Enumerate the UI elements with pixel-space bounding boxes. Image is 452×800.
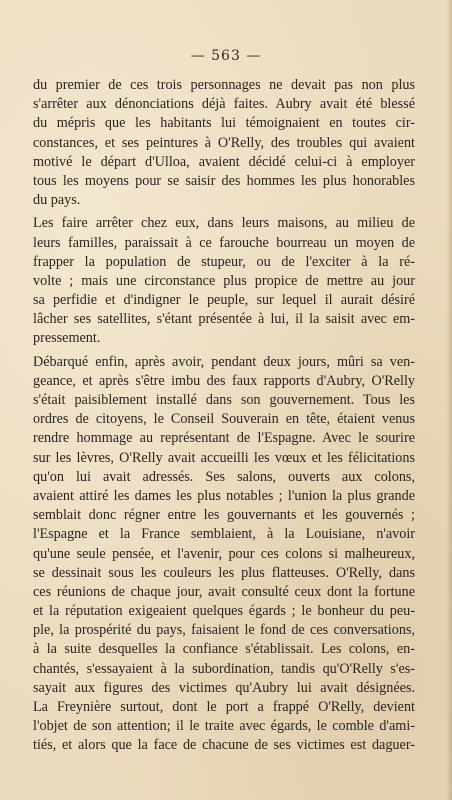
text-line: Les faire arrêter chez eux, dans leurs maisons, au milieu de bbox=[33, 215, 415, 232]
text-line: constances, et ses peintures à O'Relly, des troubles qui avaient bbox=[33, 134, 415, 151]
text-line: sur les lèvres, O'Relly avait accueilli les vœux et les félicitations bbox=[33, 449, 415, 466]
text-line: avaient attiré les dames les plus notables ; l'union la plus grande bbox=[33, 487, 415, 504]
text-line: chantés, s'essayaient à la subordination, tandis qu'O'Relly s'es- bbox=[33, 660, 415, 677]
page-edge-shadow bbox=[446, 0, 452, 800]
text-line: rendre hommage au représentant de l'Espagne. Avec le sourire bbox=[33, 430, 415, 447]
text-line: et la réputation exigeaient quelques égards ; le bonheur du peu- bbox=[33, 603, 415, 620]
text-line: La Freynière surtout, dont le port a frappé O'Relly, devient bbox=[33, 699, 415, 715]
text-line: sa perfidie et d'indigner le peuple, sur lequel il aurait désiré bbox=[33, 292, 415, 309]
paragraph-2 bbox=[33, 214, 415, 348]
text-line: l'Espagne et la France semblaient, à la Louisiane, n'avoir bbox=[33, 526, 415, 543]
text-line: du pays. bbox=[33, 192, 81, 209]
text-line: s'était paisiblement installé dans son gouvernement. Tous les bbox=[33, 392, 415, 408]
text-line: qu'on lui avait adressés. Ses salons, ouverts aux colons, bbox=[33, 468, 415, 485]
text-line: ces réunions de chaque jour, avait consulté ceux dont la fortune bbox=[33, 583, 415, 600]
paragraph-1 bbox=[33, 76, 415, 210]
text-line: pressement. bbox=[33, 330, 101, 347]
body-text bbox=[33, 76, 415, 756]
text-line: lâcher ses satellites, s'étant présentée à lui, il la saisit avec em- bbox=[33, 311, 415, 328]
text-line: du premier de ces trois personnages ne devait pas non plus bbox=[33, 77, 415, 93]
text-line: sayait aux figures des victimes qu'Aubry lui avait désignées. bbox=[33, 679, 415, 696]
text-line: se dessinait sous les couleurs les plus flatteuses. O'Relly, dans bbox=[33, 564, 415, 581]
text-line: qu'une seule pensée, et l'avenir, pour ces colons si malheureux, bbox=[33, 545, 415, 562]
text-line: motivé le départ d'Ulloa, avaient décidé celui-ci à employer bbox=[33, 153, 415, 170]
text-line: geance, et après s'être imbu des faux rapports d'Aubry, O'Relly bbox=[33, 372, 415, 389]
text-line: l'objet de son attention; il le traite avec égards, le comble d'ami- bbox=[33, 718, 415, 735]
text-line: semblait donc régner entre les gouvernants et les gouvernés ; bbox=[33, 507, 415, 524]
text-line: ordres de citoyens, le Conseil Souverain en tête, étaient venus bbox=[33, 411, 415, 428]
text-line: tiés, et alors que la face de chacune de ses victimes est daguer- bbox=[33, 737, 415, 754]
text-line: tous les moyens pour se saisir des hommes les plus honorables bbox=[33, 172, 415, 189]
text-line: frapper la population de stupeur, ou de l'exciter à la ré- bbox=[33, 253, 415, 270]
page-number: — 563 — bbox=[190, 48, 262, 64]
text-line: volte ; mais une circonstance plus propice de mettre au jour bbox=[33, 272, 415, 289]
text-line: ple, la prospérité du pays, faisaient le fond de ces conversations, bbox=[33, 622, 415, 639]
text-line: leurs familles, paraissait à ce farouche bourreau un moyen de bbox=[33, 234, 415, 251]
text-line: Débarqué enfin, après avoir, pendant deux jours, mûri sa ven- bbox=[33, 353, 415, 370]
text-line: s'arrêter aux dénonciations déjà faites. Aubry avait été blessé bbox=[33, 96, 415, 113]
text-line: du mépris que les habitants lui témoignaient en toutes cir- bbox=[33, 115, 415, 132]
text-line: à la suite desquelles la confiance s'établissait. Les colons, en- bbox=[33, 641, 415, 658]
paragraph-3 bbox=[33, 353, 415, 756]
